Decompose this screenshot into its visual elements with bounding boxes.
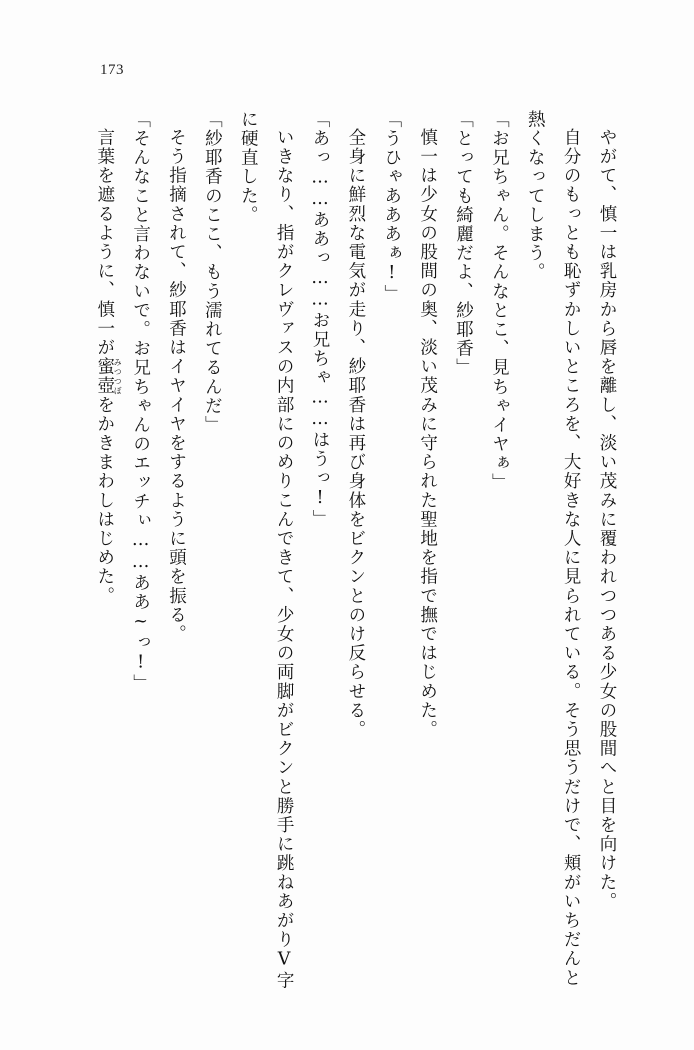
paragraph-dialogue: 「あっ……ああっ……お兄ちゃ……はうっ!」 bbox=[310, 110, 330, 529]
vertical-text-body bbox=[64, 110, 624, 990]
paragraph: 自分のもっとも恥ずかしいところを、大好きな人に見られている。そう思うだけで、頬がいちだんと熱くなってしまう。 bbox=[525, 110, 582, 987]
paragraph: 全身に鮮烈な電気が走り、紗耶香は再び身体をビクンとのけ反らせる。 bbox=[345, 127, 366, 739]
paragraph: 慎一は少女の股間の奥、淡い茂みに守られた聖地を指で撫ではじめた。 bbox=[417, 127, 438, 739]
paragraph-dialogue: 「うひゃあああぁ!」 bbox=[381, 110, 402, 304]
paragraph-with-ruby: 言葉を遮るように、慎一が蜜壺みつつぼをかきまわしはじめた。 bbox=[94, 127, 123, 606]
paragraph-dialogue: 「とっても綺麗だよ、紗耶香」 bbox=[453, 110, 474, 378]
paragraph: いきなり、指がクレヴァスの内部にのめりこんできて、少女の両脚がビクンと勝手に跳ねあがりV字に硬直した。 bbox=[238, 110, 295, 990]
paragraph-dialogue: 「そんなこと言わないで。お兄ちゃんのエッチぃ……ああ~っ!」 bbox=[130, 110, 151, 693]
page-number: 173 bbox=[100, 62, 124, 78]
ruby-annotation: 蜜壺みつつぼ bbox=[94, 356, 123, 395]
paragraph: やがて、慎一は乳房から唇を離し、淡い茂みに覆われつつある少女の股間へと目を向けた。 bbox=[597, 127, 617, 911]
paragraph: そう指摘されて、紗耶香はイヤイヤをするように頭を振る。 bbox=[166, 127, 187, 644]
paragraph-dialogue: 「紗耶香のここ、もう濡れてるんだ」 bbox=[202, 110, 223, 435]
paragraph-dialogue: 「お兄ちゃん。そんなとこ、見ちゃイヤぁ」 bbox=[489, 110, 510, 492]
